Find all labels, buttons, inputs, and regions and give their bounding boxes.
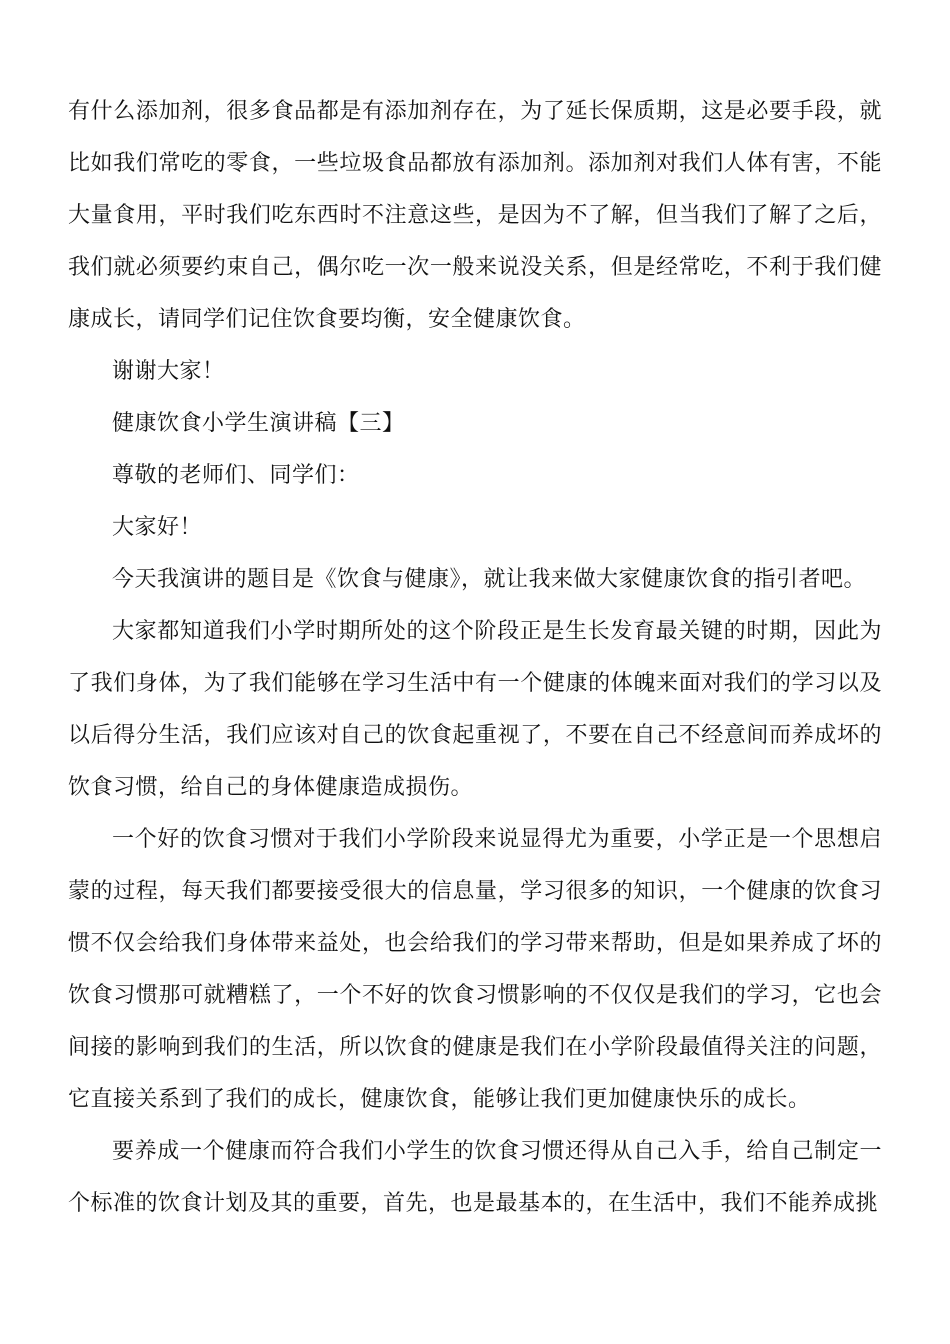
paragraph-growth: 大家都知道我们小学时期所处的这个阶段正是生长发育最关键的时期，因此为了我们身体，为了我们能够在学习生活中有一个健康的体魄来面对我们的学习以及以后得分生活，我们应该对自己的饮食起重视了，不要在自己不经意间而养成坏的饮食习惯，给自己的身体健康造成损伤。 <box>68 619 882 800</box>
paragraph-plan: 要养成一个健康而符合我们小学生的饮食习惯还得从自己入手，给自己制定一个标准的饮食计划及其的重要，首先，也是最基本的，在生活中，我们不能养成挑 <box>68 1139 882 1216</box>
paragraph-1: 有什么添加剂，很多食品都是有添加剂存在，为了延长保质期，这是必要手段，就比如我们常吃的零食，一些垃圾食品都放有添加剂。添加剂对我们人体有害，不能大量食用，平时我们吃东西时不注意这些，是因为不了解，但当我们了解了之后，我们就必须要约束自己，偶尔吃一次一般来说没关系，但是经常吃，不利于我们健康成长，请同学们记住饮食要均衡，安全健康饮食。 <box>68 99 882 332</box>
document-page <box>68 86 882 1230</box>
salutation: 尊敬的老师们、同学们： <box>112 463 360 488</box>
greeting: 大家好！ <box>112 515 203 540</box>
paragraph-habits: 一个好的饮食习惯对于我们小学阶段来说显得尤为重要，小学正是一个思想启蒙的过程，每天我们都要接受很大的信息量，学习很多的知识，一个健康的饮食习惯不仅会给我们身体带来益处，也会给我们的学习带来帮助，但是如果养成了坏的饮食习惯那可就糟糕了，一个不好的饮食习惯影响的不仅仅是我们的学习，它也会间接的影响到我们的生活，所以饮食的健康是我们在小学阶段最值得关注的问题，它直接关系到了我们的成长，健康饮食，能够让我们更加健康快乐的成长。 <box>68 827 882 1112</box>
section-heading: 健康饮食小学生演讲稿【三】 <box>112 411 405 436</box>
paragraph-topic: 今天我演讲的题目是《饮食与健康》，就让我来做大家健康饮食的指引者吧。 <box>112 567 867 592</box>
paragraph-thanks: 谢谢大家！ <box>112 359 225 384</box>
